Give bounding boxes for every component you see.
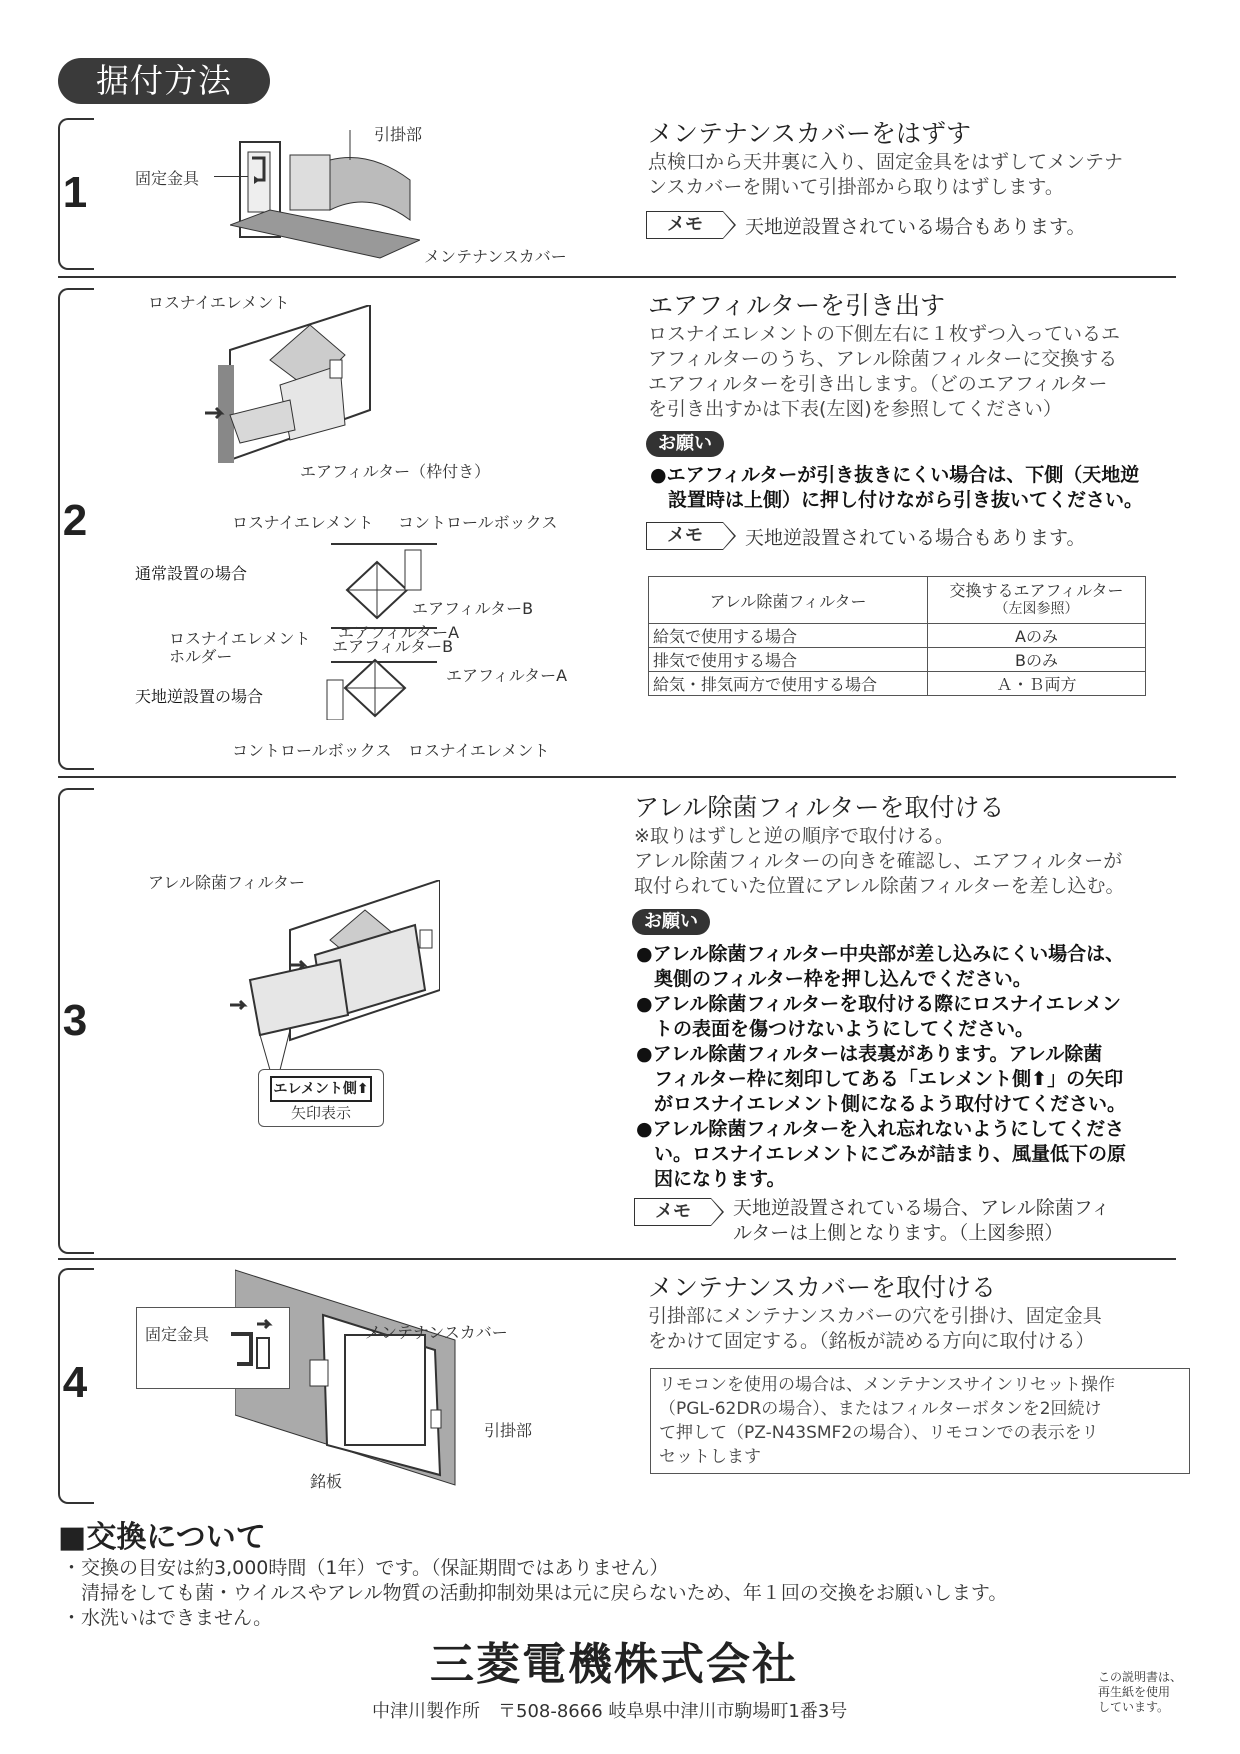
- request-badge: お願い: [632, 909, 710, 935]
- step-2-text: ロスナイエレメントの下側左右に１枚ずつ入っているエ アフィルターのうち、アレル除菌フィルターに交換する エアフィルターを引き出します。（どのエアフィルター を引き出すかは下表(左図)を参照してください）: [648, 323, 1120, 420]
- recycled-paper-note: この説明書は、 再生紙を使用 しています。: [1098, 1670, 1183, 1714]
- label-fixing-bracket: 固定金具: [135, 169, 200, 188]
- label-filter-a-2: エアフィルターA: [446, 666, 568, 685]
- remote-control-note: リモコンを使用の場合は、メンテナンスサインリセット操作 （PGL-62DRの場合）、またはフィルターボタンを2回続け て押して（PZ-N43SMF2の場合）、リモコンでの表示をリ セットします: [650, 1368, 1190, 1474]
- company-address: 中津川製作所 〒508-8666 岐阜県中津川市駒場町1番3号: [372, 1701, 848, 1722]
- label-air-filter-frame: エアフィルター（枠付き）: [300, 462, 491, 481]
- step-2-request: ●エアフィルターが引き抜きにくい場合は、下側（天地逆 設置時は上側）に押し付けながら引き抜いてください。: [650, 464, 1144, 511]
- label-maintenance-cover-4: メンテナンスカバー: [365, 1323, 508, 1342]
- divider: [58, 776, 1176, 778]
- memo-tag: メモ: [646, 211, 723, 239]
- table-row: 給気で使用する場合 Aのみ: [649, 624, 1146, 648]
- label-control-box-2: コントロールボックス: [232, 741, 392, 760]
- label-inverted-install: 天地逆設置の場合: [135, 687, 264, 706]
- replacement-text: ・交換の目安は約3,000時間（1年）です。（保証期間ではありません） 清掃をしても菌・ウイルスやアレル物質の活動抑制効果は元に戻らないため、年１回の交換をお願いします。 ・水洗いはできません。: [62, 1557, 1008, 1629]
- fixing-bracket-inset: [136, 1307, 290, 1389]
- table-row: 排気で使用する場合 Bのみ: [649, 648, 1146, 672]
- company-name: 三菱電機株式会社: [430, 1639, 798, 1690]
- step-2-figure-pull: [200, 305, 380, 470]
- bracket-icon: [225, 1314, 285, 1384]
- table-header: 交換するエアフィルター （左図参照）: [928, 577, 1146, 624]
- label-filter-a-1: エアフィルターA: [338, 623, 460, 642]
- step-3-text: ※取りはずしと逆の順序で取付ける。 アレル除菌フィルターの向きを確認し、エアフィルターが 取付られていた位置にアレル除菌フィルターを差し込む。: [634, 825, 1125, 897]
- filter-table: [648, 576, 1146, 696]
- label-maintenance-cover: メンテナンスカバー: [424, 247, 567, 266]
- label-holder-1: ロスナイエレメント: [169, 629, 311, 648]
- replacement-heading: ■交換について: [58, 1520, 266, 1555]
- leader-line: [214, 176, 248, 177]
- page-title: 据付方法: [58, 58, 270, 104]
- table-row: 給気・排気両方で使用する場合 Ａ・Ｂ両方: [649, 672, 1146, 696]
- request-badge: お願い: [646, 431, 724, 457]
- step-2-heading: エアフィルターを引き出す: [648, 291, 946, 320]
- step-3-figure: [230, 880, 440, 1080]
- memo-tag: メモ: [646, 522, 723, 550]
- label-filter-b-2: エアフィルターB: [332, 637, 454, 656]
- label-lossnay-element: ロスナイエレメント: [148, 293, 290, 312]
- step-2-memo: メモ 天地逆設置されている場合もあります。: [646, 522, 1085, 550]
- memo-tag: メモ: [634, 1198, 711, 1226]
- label-control-box: コントロールボックス: [398, 513, 558, 532]
- step-3-heading: アレル除菌フィルターを取付ける: [634, 793, 1005, 822]
- label-element-3: ロスナイエレメント: [408, 741, 550, 760]
- step-1-text: 点検口から天井裏に入り、固定金具をはずしてメンテナ ンスカバーを開いて引掛部から取りはずします。: [648, 151, 1124, 198]
- step-1-number: 1: [62, 168, 88, 217]
- arrow-mark-callout: [258, 1069, 384, 1127]
- step-2-number: 2: [62, 496, 88, 545]
- label-hook-4: 引掛部: [484, 1421, 533, 1440]
- step-1-figure: [230, 130, 420, 260]
- step-1-heading: メンテナンスカバーをはずす: [648, 119, 972, 148]
- label-allergen-filter: アレル除菌フィルター: [148, 873, 306, 892]
- step-4-number: 4: [62, 1358, 88, 1407]
- step-4-heading: メンテナンスカバーを取付ける: [648, 1273, 997, 1302]
- label-fixing-bracket-4: 固定金具: [145, 1325, 210, 1344]
- label-holder-2: ホルダー: [169, 647, 233, 666]
- label-element-2: ロスナイエレメント: [232, 513, 374, 532]
- divider: [58, 276, 1176, 278]
- label-name-plate: 銘板: [310, 1472, 343, 1491]
- label-arrow-mark: 矢印表示: [290, 1104, 351, 1122]
- divider: [58, 1258, 1176, 1260]
- element-side-stamp: エレメント側⬆: [270, 1076, 372, 1102]
- label-normal-install: 通常設置の場合: [135, 564, 248, 583]
- step-3-request: ●アレル除菌フィルター中央部が差し込みにくい場合は、 奥側のフィルター枠を押し込んでください。 ●アレル除菌フィルターを取付ける際にロスナイエレメン トの表面を傷つけないようにしてください。 ●アレル除菌フィルターは表裏があります。アレル除菌 フィルター枠に刻印してある「エレメント側⬆」の矢印 がロスナイエレメント側になるよう取付けてください。 ●アレル除菌フィルターを入れ忘れないようにしてくださ い。ロスナイエレメントにごみが詰まり、風量低下の原 因になります。: [636, 943, 1126, 1190]
- table-header: アレル除菌フィルター: [649, 577, 928, 624]
- step-3-memo: メモ 天地逆設置されている場合、アレル除菌フィ ルターは上側となります。（上図参照）: [634, 1196, 1110, 1246]
- label-hook: 引掛部: [374, 125, 423, 144]
- step-3-number: 3: [62, 996, 88, 1045]
- label-filter-b: エアフィルターB: [412, 599, 534, 618]
- step-4-text: 引掛部にメンテナンスカバーの穴を引掛け、固定金具 をかけて固定する。（銘板が読める方向に取付ける）: [648, 1305, 1102, 1352]
- step-1-memo: メモ 天地逆設置されている場合もあります。: [646, 211, 1085, 239]
